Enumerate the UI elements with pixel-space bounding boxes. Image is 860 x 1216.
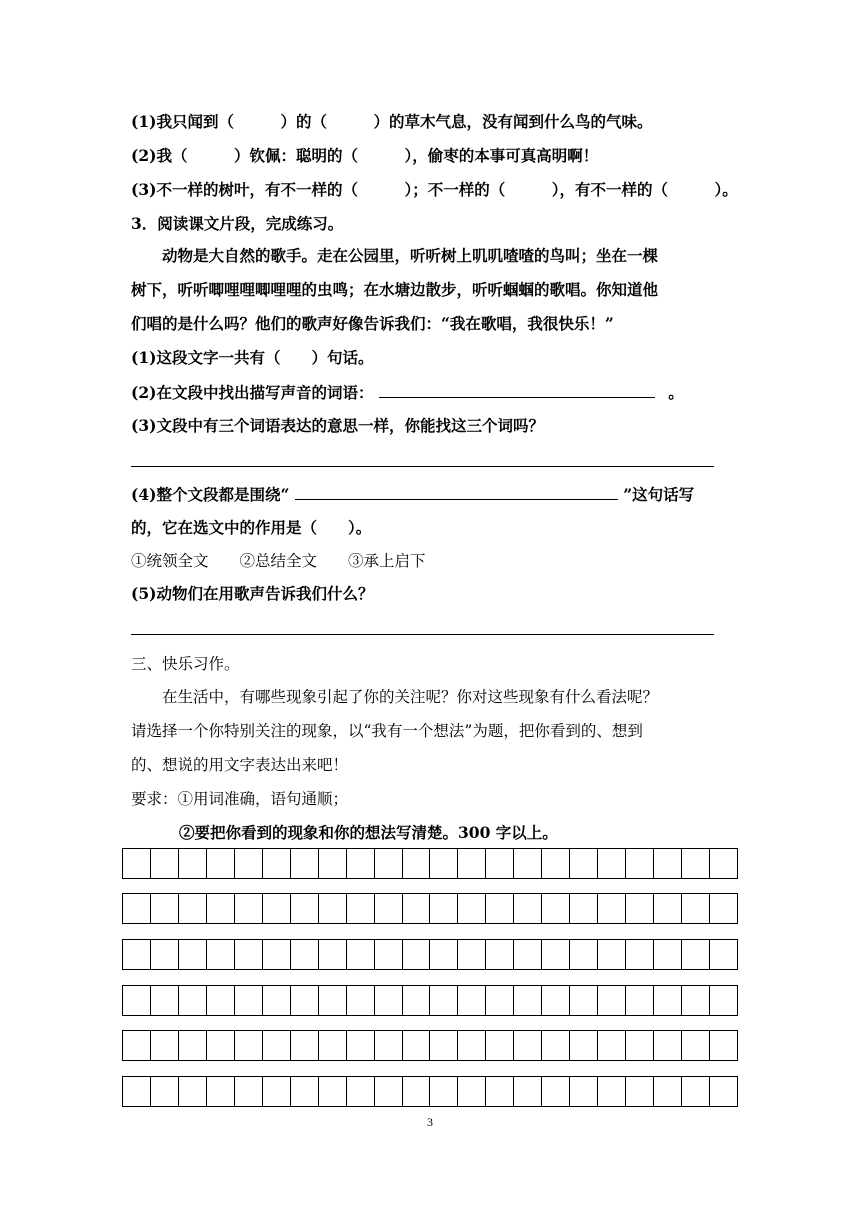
grid-row — [122, 848, 738, 879]
grid-cell[interactable] — [626, 849, 654, 878]
grid-cell[interactable] — [347, 1077, 375, 1106]
grid-cell[interactable] — [291, 1031, 319, 1060]
grid-cell[interactable] — [207, 1031, 235, 1060]
grid-cell[interactable] — [375, 894, 403, 923]
grid-cell[interactable] — [123, 986, 151, 1015]
grid-cell[interactable] — [151, 849, 179, 878]
grid-cell[interactable] — [682, 849, 710, 878]
grid-cell[interactable] — [682, 894, 710, 923]
reading-q4-continued: 的，它在选文中的作用是（ ）。 — [131, 518, 372, 537]
grid-cell[interactable] — [123, 1077, 151, 1106]
grid-cell[interactable] — [598, 894, 626, 923]
grid-cell[interactable] — [514, 986, 542, 1015]
grid-cell[interactable] — [598, 986, 626, 1015]
grid-row — [122, 1076, 738, 1107]
grid-cell[interactable] — [235, 986, 263, 1015]
grid-cell[interactable] — [151, 894, 179, 923]
grid-cell[interactable] — [570, 986, 598, 1015]
grid-cell[interactable] — [486, 986, 514, 1015]
reading-q4 — [131, 483, 694, 506]
reading-q4-text: (4)整个文段都是围绕“ — [131, 485, 290, 504]
grid-cell[interactable] — [151, 1031, 179, 1060]
grid-cell[interactable] — [486, 849, 514, 878]
grid-cell[interactable] — [347, 940, 375, 969]
grid-cell[interactable] — [179, 1031, 207, 1060]
grid-cell[interactable] — [542, 849, 570, 878]
grid-cell[interactable] — [486, 894, 514, 923]
grid-cell[interactable] — [375, 849, 403, 878]
grid-cell[interactable] — [458, 940, 486, 969]
reading-q5: (5)动物们在用歌声告诉我们什么？ — [131, 584, 374, 603]
grid-cell[interactable] — [263, 849, 291, 878]
grid-cell[interactable] — [207, 940, 235, 969]
answer-blank-key-sentence[interactable] — [295, 483, 618, 500]
grid-cell[interactable] — [710, 849, 737, 878]
grid-cell[interactable] — [291, 940, 319, 969]
question-2: (2)我（ ）钦佩：聪明的（ ），偷枣的本事可真高明啊！ — [131, 146, 599, 165]
grid-cell[interactable] — [486, 1077, 514, 1106]
grid-cell[interactable] — [682, 1077, 710, 1106]
grid-cell[interactable] — [347, 849, 375, 878]
grid-cell[interactable] — [179, 849, 207, 878]
grid-cell[interactable] — [403, 849, 431, 878]
grid-cell[interactable] — [598, 940, 626, 969]
grid-cell[interactable] — [207, 894, 235, 923]
requirement-2: ②要把你看到的现象和你的想法写清楚。300 字以上。 — [179, 823, 558, 842]
grid-cell[interactable] — [682, 986, 710, 1015]
grid-cell[interactable] — [514, 1031, 542, 1060]
grid-cell[interactable] — [710, 940, 737, 969]
grid-row — [122, 1030, 738, 1061]
grid-cell[interactable] — [458, 1031, 486, 1060]
grid-cell[interactable] — [235, 1031, 263, 1060]
grid-cell[interactable] — [179, 940, 207, 969]
writing-prompt-line-2: 请选择一个你特别关注的现象，以“我有一个想法”为题，把你看到的、想到 — [131, 722, 643, 740]
grid-cell[interactable] — [682, 940, 710, 969]
grid-cell[interactable] — [570, 894, 598, 923]
grid-cell[interactable] — [542, 894, 570, 923]
answer-line-q5[interactable] — [131, 634, 714, 635]
grid-cell[interactable] — [235, 940, 263, 969]
grid-cell[interactable] — [570, 1077, 598, 1106]
question-1: (1)我只闻到（ ）的（ ）的草木气息，没有闻到什么鸟的气味。 — [131, 112, 653, 131]
grid-cell[interactable] — [654, 940, 682, 969]
grid-cell[interactable] — [430, 1077, 458, 1106]
grid-cell[interactable] — [458, 1077, 486, 1106]
grid-cell[interactable] — [626, 894, 654, 923]
grid-cell[interactable] — [347, 894, 375, 923]
grid-cell[interactable] — [486, 940, 514, 969]
grid-cell[interactable] — [570, 1031, 598, 1060]
grid-cell[interactable] — [458, 894, 486, 923]
reading-q2-end: 。 — [668, 383, 684, 402]
reading-q4-options: ①统领全文 ②总结全文 ③承上启下 — [131, 552, 426, 570]
grid-row — [122, 939, 738, 970]
grid-cell[interactable] — [626, 940, 654, 969]
grid-cell[interactable] — [403, 986, 431, 1015]
grid-cell[interactable] — [291, 894, 319, 923]
grid-cell[interactable] — [514, 894, 542, 923]
grid-cell[interactable] — [430, 940, 458, 969]
grid-cell[interactable] — [403, 1031, 431, 1060]
grid-cell[interactable] — [486, 1031, 514, 1060]
answer-line-q3[interactable] — [131, 466, 714, 467]
grid-cell[interactable] — [207, 1077, 235, 1106]
grid-cell[interactable] — [514, 940, 542, 969]
grid-cell[interactable] — [263, 986, 291, 1015]
grid-cell[interactable] — [123, 894, 151, 923]
grid-cell[interactable] — [626, 1031, 654, 1060]
grid-cell[interactable] — [458, 849, 486, 878]
question-3: (3)不一样的树叶，有不一样的（ ）；不一样的（ ），有不一样的（ ）。 — [131, 180, 738, 199]
grid-cell[interactable] — [598, 1077, 626, 1106]
grid-cell[interactable] — [319, 1077, 347, 1106]
reading-q4-tail: ”这句话写 — [623, 485, 695, 504]
grid-cell[interactable] — [347, 986, 375, 1015]
grid-cell[interactable] — [598, 1031, 626, 1060]
grid-cell[interactable] — [430, 1031, 458, 1060]
grid-cell[interactable] — [151, 1077, 179, 1106]
grid-cell[interactable] — [375, 1077, 403, 1106]
grid-cell[interactable] — [542, 940, 570, 969]
grid-cell[interactable] — [542, 1031, 570, 1060]
passage-line-2: 树下，听听唧哩哩唧哩哩的虫鸣；在水塘边散步，听听蝈蝈的歌唱。你知道他 — [131, 280, 659, 299]
grid-cell[interactable] — [654, 894, 682, 923]
grid-cell[interactable] — [542, 986, 570, 1015]
grid-cell[interactable] — [319, 849, 347, 878]
grid-cell[interactable] — [179, 894, 207, 923]
grid-cell[interactable] — [626, 986, 654, 1015]
grid-cell[interactable] — [710, 986, 737, 1015]
grid-cell[interactable] — [375, 1031, 403, 1060]
grid-cell[interactable] — [710, 1031, 737, 1060]
grid-cell[interactable] — [151, 986, 179, 1015]
grid-cell[interactable] — [207, 986, 235, 1015]
grid-cell[interactable] — [375, 940, 403, 969]
grid-cell[interactable] — [430, 849, 458, 878]
reading-q2 — [131, 381, 684, 404]
grid-cell[interactable] — [570, 849, 598, 878]
grid-cell[interactable] — [654, 1031, 682, 1060]
grid-cell[interactable] — [207, 849, 235, 878]
grid-cell[interactable] — [347, 1031, 375, 1060]
writing-prompt-line-3: 的、想说的用文字表达出来吧！ — [131, 756, 349, 774]
grid-cell[interactable] — [710, 1077, 737, 1106]
grid-cell[interactable] — [654, 986, 682, 1015]
reading-q3: (3)文段中有三个词语表达的意思一样，你能找这三个词吗？ — [131, 416, 544, 435]
grid-cell[interactable] — [319, 894, 347, 923]
grid-cell[interactable] — [319, 940, 347, 969]
grid-cell[interactable] — [403, 894, 431, 923]
grid-cell[interactable] — [403, 1077, 431, 1106]
grid-cell[interactable] — [319, 1031, 347, 1060]
grid-cell[interactable] — [263, 940, 291, 969]
grid-cell[interactable] — [179, 1077, 207, 1106]
grid-cell[interactable] — [263, 894, 291, 923]
passage-line-3: 们唱的是什么吗？他们的歌声好像告诉我们：“我在歌唱，我很快乐！” — [131, 314, 614, 333]
reading-q2-text: (2)在文段中找出描写声音的词语： — [131, 383, 374, 402]
grid-cell[interactable] — [235, 1077, 263, 1106]
section-3-heading: 3．阅读课文片段，完成练习。 — [131, 214, 344, 233]
grid-cell[interactable] — [458, 986, 486, 1015]
grid-cell[interactable] — [235, 894, 263, 923]
grid-cell[interactable] — [291, 849, 319, 878]
grid-cell[interactable] — [430, 986, 458, 1015]
grid-cell[interactable] — [570, 940, 598, 969]
grid-cell[interactable] — [710, 894, 737, 923]
grid-cell[interactable] — [123, 940, 151, 969]
page-number: 3 — [427, 1115, 433, 1129]
grid-cell[interactable] — [263, 1077, 291, 1106]
answer-blank-sound-words[interactable] — [379, 381, 655, 398]
grid-cell[interactable] — [235, 849, 263, 878]
grid-cell[interactable] — [598, 849, 626, 878]
grid-cell[interactable] — [626, 1077, 654, 1106]
grid-cell[interactable] — [403, 940, 431, 969]
grid-cell[interactable] — [654, 849, 682, 878]
grid-cell[interactable] — [291, 1077, 319, 1106]
requirement-1: 要求：①用词准确，语句通顺； — [131, 790, 349, 808]
grid-cell[interactable] — [151, 940, 179, 969]
grid-cell[interactable] — [654, 1077, 682, 1106]
grid-cell[interactable] — [542, 1077, 570, 1106]
grid-cell[interactable] — [291, 986, 319, 1015]
grid-cell[interactable] — [430, 894, 458, 923]
grid-cell[interactable] — [123, 849, 151, 878]
grid-cell[interactable] — [514, 1077, 542, 1106]
grid-cell[interactable] — [514, 849, 542, 878]
grid-row — [122, 893, 738, 924]
grid-row — [122, 985, 738, 1016]
writing-prompt-line-1: 在生活中，有哪些现象引起了你的关注呢？你对这些现象有什么看法呢？ — [162, 688, 659, 706]
grid-cell[interactable] — [682, 1031, 710, 1060]
grid-cell[interactable] — [179, 986, 207, 1015]
reading-q1: (1)这段文字一共有（ ）句话。 — [131, 348, 374, 367]
grid-cell[interactable] — [319, 986, 347, 1015]
part-3-heading: 三、快乐习作。 — [131, 655, 240, 673]
grid-cell[interactable] — [263, 1031, 291, 1060]
grid-cell[interactable] — [123, 1031, 151, 1060]
grid-cell[interactable] — [375, 986, 403, 1015]
passage-line-1: 动物是大自然的歌手。走在公园里，听听树上叽叽喳喳的鸟叫；坐在一棵 — [162, 246, 659, 265]
